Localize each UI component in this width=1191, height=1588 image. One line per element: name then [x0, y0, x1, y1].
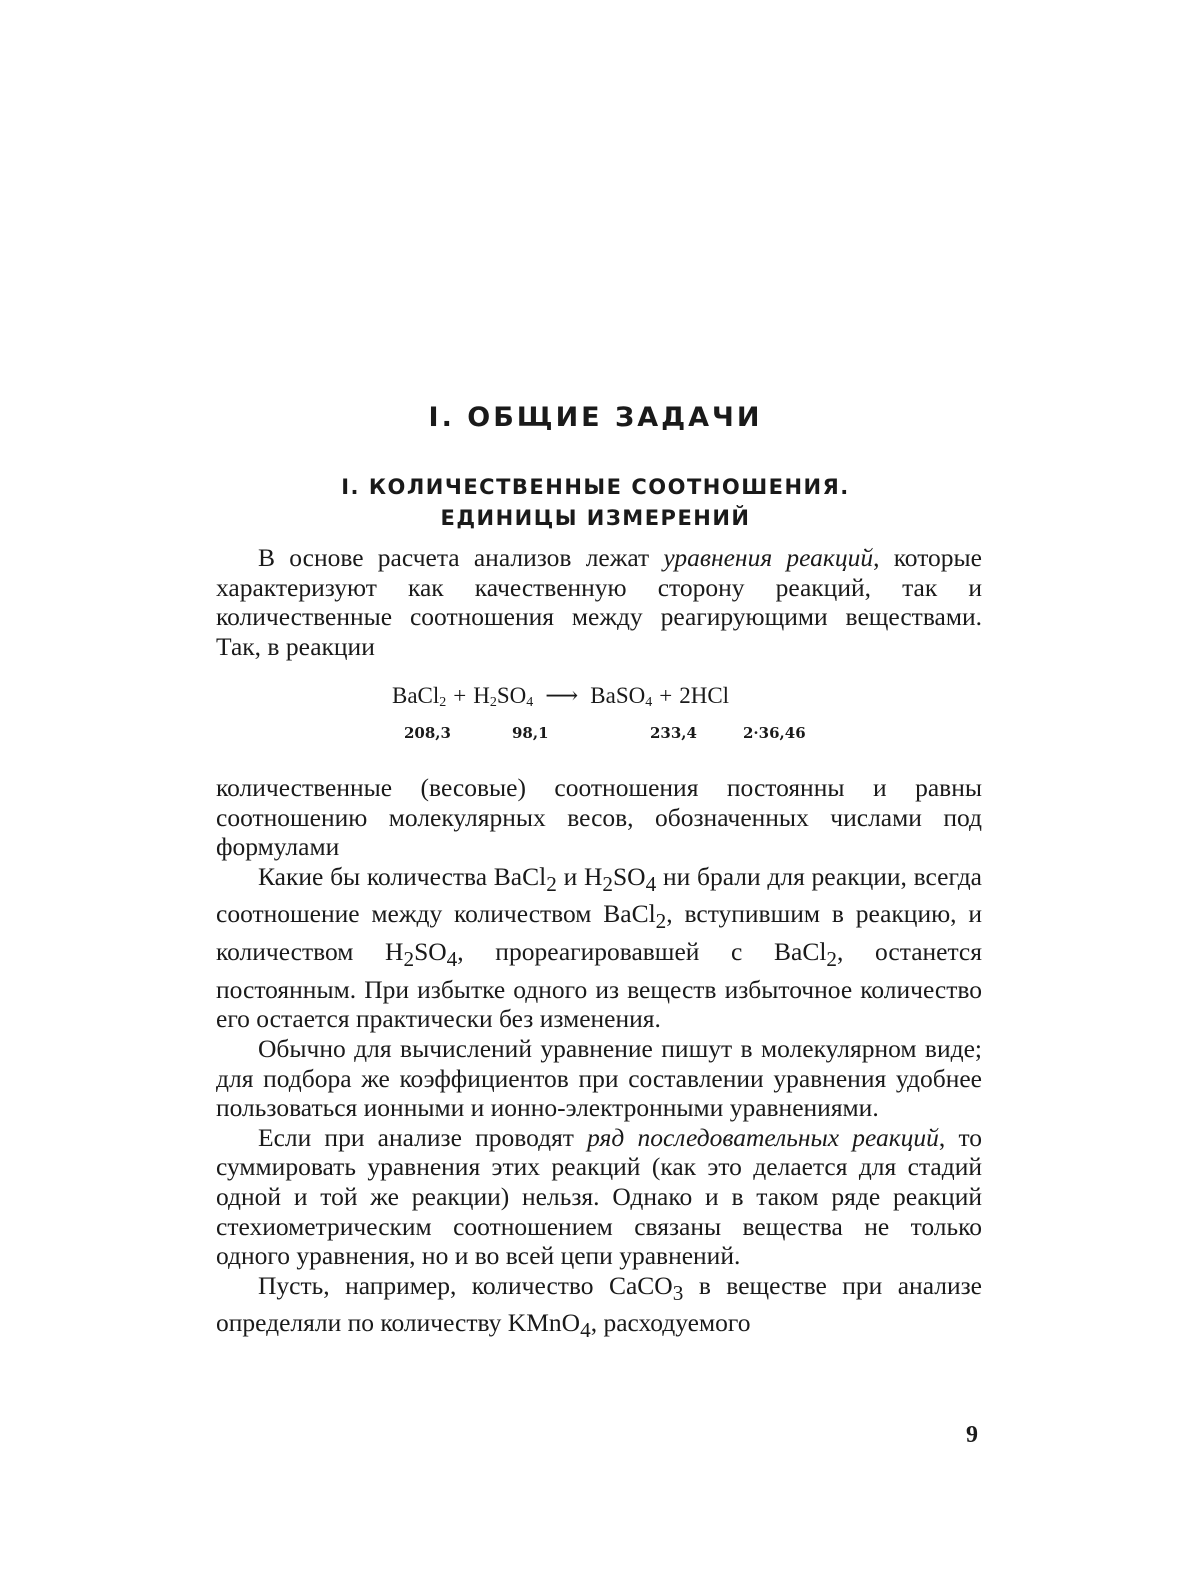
- equation-term-bacl2: BaCl$_2$: [392, 683, 447, 710]
- equation-plus: +: [659, 683, 673, 708]
- equation-arrow: ⟶: [545, 683, 579, 708]
- paragraph-2: количественные (весовые) соотношения постоянны и равны соотношению молекулярных весов, обозначенных числами под формулами: [216, 773, 982, 862]
- emphasis-reaction-equations: уравнения реакций: [663, 543, 874, 572]
- chapter-title: I. ОБЩИЕ ЗАДАЧИ: [428, 402, 763, 433]
- section-title: [0, 472, 1191, 534]
- intro-text: [216, 543, 982, 661]
- paragraph-4: Обычно для вычислений уравнение пишут в молекулярном виде; для подбора же коэффициентов при составлении уравнения удобнее пользоваться ионными и ионно-электронными уравнениями.: [216, 1034, 982, 1123]
- paragraph-1: В основе расчета анализов лежат уравнения реакций, которые характеризуют как качественную сторону реакций, так и количественные соотношения между реагирующими веществами. Так, в реакции: [216, 543, 982, 661]
- body-text: [216, 773, 982, 1346]
- molecular-weight-bacl2: 208,3: [404, 724, 451, 742]
- paragraph-3: Какие бы количества BaCl$_2$ и $H_2SO_4$ ни брали для реакции, всегда соотношение между количеством BaCl$_2$, вступившим в реакцию, и количеством $H_2SO_4$, прореагировавшей с BaCl$_2$, останется постоянным. При избытке одного из веществ избыточное количество его остается практически без изменения.: [216, 861, 982, 1034]
- molecular-weight-hcl: 2·36,46: [743, 724, 806, 742]
- molecular-weight-h2so4: 98,1: [512, 724, 549, 742]
- chemical-equation: [392, 683, 729, 711]
- section-title-line1: I. КОЛИЧЕСТВЕННЫЕ СООТНОШЕНИЯ.: [341, 475, 850, 499]
- equation-term-2hcl: 2HCl: [679, 683, 730, 708]
- paragraph-5: Если при анализе проводят ряд последовательных реакций, то суммировать уравнения этих реакций (как это делается для стадий одной и той же реакции) нельзя. Однако и в таком ряде реакций стехиометрическим соотношением связаны вещества не только одного уравнения, но и во всей цепи уравнений.: [216, 1122, 983, 1271]
- paragraph-6: Пусть, например, количество CaCO$_3$ в веществе при анализе определяли по количеству KMnO$_4$, расходуемого: [216, 1270, 982, 1343]
- emphasis-sequential-reactions: ряд последовательных реакций: [587, 1122, 939, 1152]
- equation-term-baso4: BaSO$_4$: [590, 683, 653, 710]
- page-number: 9: [966, 1422, 978, 1448]
- equation-plus: +: [453, 683, 467, 708]
- equation-term-h2so4: $H_2SO_4$: [473, 683, 534, 710]
- section-title-line2: ЕДИНИЦЫ ИЗМЕРЕНИЙ: [440, 506, 751, 530]
- molecular-weight-baso4: 233,4: [650, 724, 697, 742]
